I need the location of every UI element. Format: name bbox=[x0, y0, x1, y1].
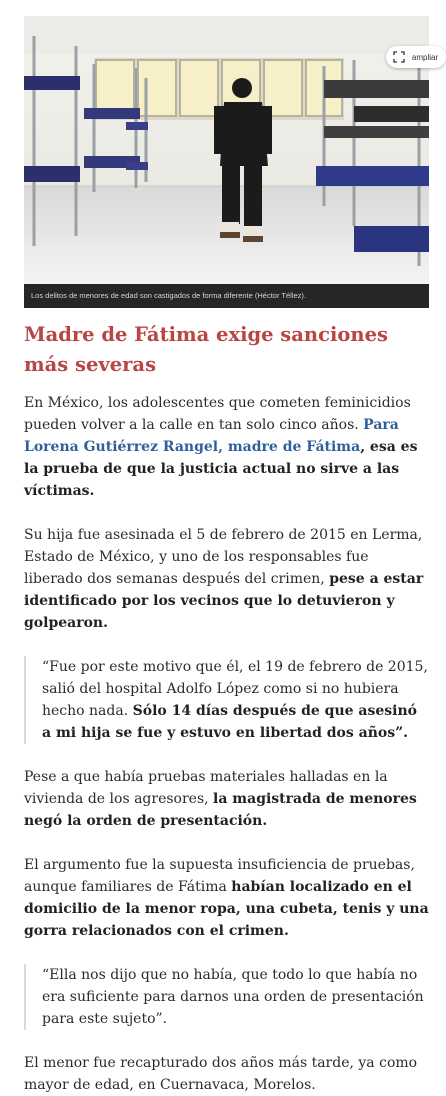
mother-name-link[interactable]: Para Lorena Gutiérrez Rangel, madre de Fátima bbox=[24, 417, 399, 455]
zoom-button[interactable] bbox=[386, 46, 446, 68]
dormitory-photo[interactable] bbox=[24, 16, 429, 284]
expand-icon bbox=[394, 52, 404, 62]
article-body bbox=[24, 320, 429, 1096]
photo-caption: Los delitos de menores de edad son castigados de forma diferente (Héctor Téllez). bbox=[24, 284, 429, 308]
zoom-label: ampliar bbox=[411, 52, 439, 62]
article-figure bbox=[24, 16, 439, 308]
blockquote-1: “Fue por este motivo que él, el 19 de febrero de 2015, salió del hospital Adolfo López como si no hubiera hecho nada. Sólo 14 días después de que asesinó a mi hija se fue y estuvo en libertad dos años”. bbox=[24, 656, 429, 744]
paragraph-1: En México, los adolescentes que cometen feminicidios pueden volver a la calle en tan solo cinco años. Para Lorena Gutiérrez Rangel, madre de Fátima, esa es la prueba de que la justicia actual no sirve a las víctimas. bbox=[24, 395, 418, 499]
paragraph-4: El argumento fue la supuesta insuficiencia de pruebas, aunque familiares de Fátima habían localizado en el domicilio de la menor ropa, una cubeta, tenis y una gorra relacionados con el crimen. bbox=[24, 857, 429, 939]
section-headline: Madre de Fátima exige sanciones más severas bbox=[24, 323, 388, 376]
paragraph-5: El menor fue recapturado dos años más tarde, ya como mayor de edad, en Cuernavaca, Morelos. bbox=[24, 1055, 418, 1093]
blockquote-2: “Ella nos dijo que no había, que todo lo que había no era suficiente para darnos una orden de presentación para este sujeto”. bbox=[24, 964, 429, 1030]
paragraph-2: Su hija fue asesinada el 5 de febrero de 2015 en Lerma, Estado de México, y uno de los responsables fue liberado dos semanas después del crimen, pese a estar identificado por los vecinos que lo detuvieron y golpearon. bbox=[24, 527, 424, 631]
paragraph-3: Pese a que había pruebas materiales halladas en la vivienda de los agresores, la magistrada de menores negó la orden de presentación. bbox=[24, 769, 417, 829]
